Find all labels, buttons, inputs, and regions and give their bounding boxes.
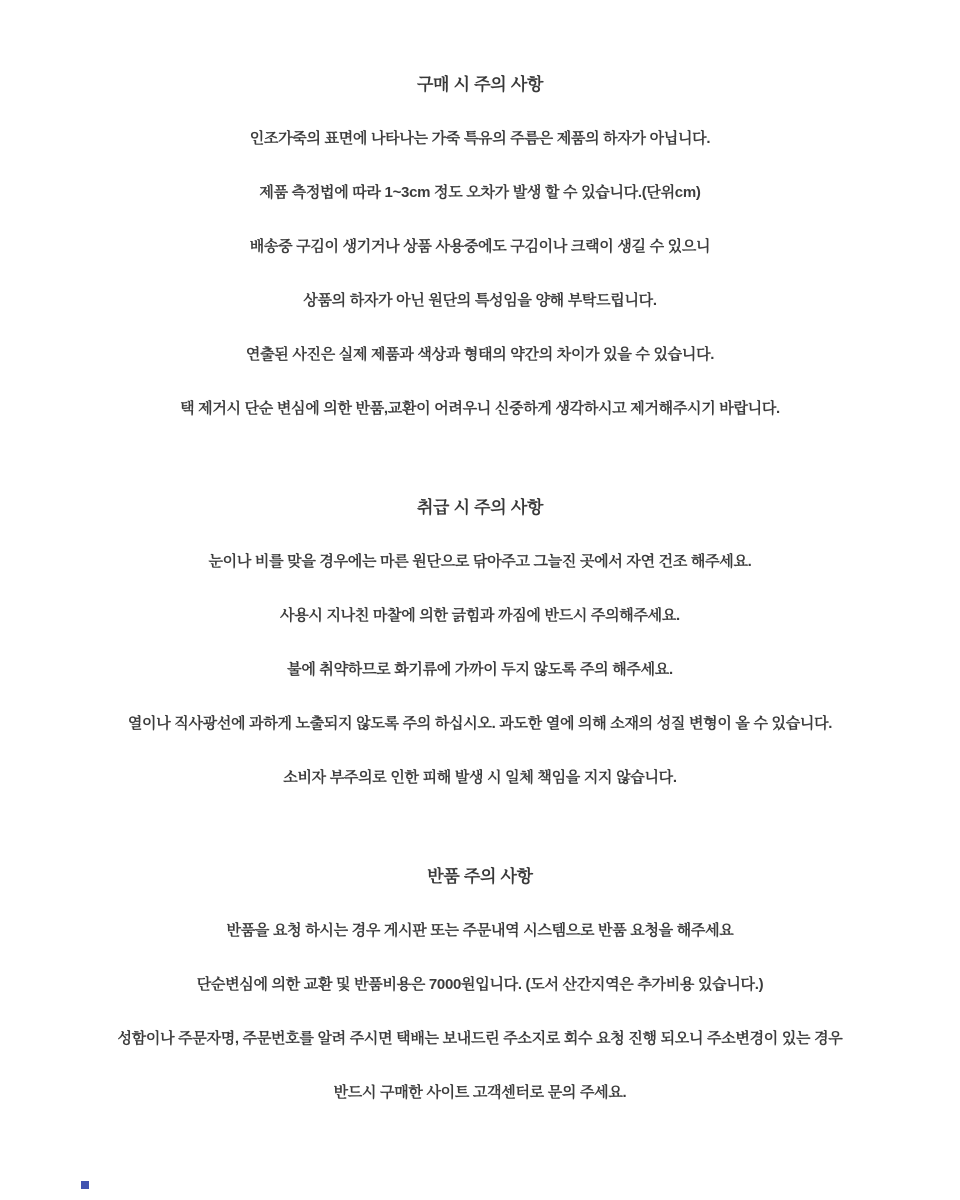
return-notice-line-3: 성함이나 주문자명, 주문번호를 알려 주시면 택배는 보내드린 주소지로 회수 요청 진행 되오니 주소변경이 있는 경우 (117, 1030, 843, 1047)
purchase-notice-line-4: 상품의 하자가 아닌 원단의 특성임을 양해 부탁드립니다. (303, 292, 657, 309)
purchase-notice-line-1: 인조가죽의 표면에 나타나는 가죽 특유의 주름은 제품의 하자가 아닙니다. (249, 130, 711, 147)
section-title-purchase: 구매 시 주의 사항 (416, 75, 544, 94)
purchase-notice-line-2: 제품 측정법에 따라 1~3cm 정도 오차가 발생 할 수 있습니다.(단위cm) (259, 184, 701, 201)
return-notice-line-2: 단순변심에 의한 교환 및 반품비용은 7000원입니다. (도서 산간지역은 추가비용 있습니다.) (196, 976, 764, 993)
purchase-notice-line-6: 택 제거시 단순 변심에 의한 반품,교환이 어려우니 신중하게 생각하시고 제거해주시기 바랍니다. (180, 400, 780, 417)
purchase-notice-section (0, 58, 960, 436)
section-title-handling: 취급 시 주의 사항 (416, 498, 544, 517)
return-notice-section (0, 850, 960, 1120)
handling-notice-line-2: 사용시 지나친 마찰에 의한 긁힘과 까짐에 반드시 주의해주세요. (280, 607, 680, 624)
purchase-notice-line-5: 연출된 사진은 실제 제품과 색상과 형태의 약간의 차이가 있을 수 있습니다. (245, 346, 715, 363)
handling-notice-line-3: 불에 취약하므로 화기류에 가까이 두지 않도록 주의 해주세요. (287, 661, 673, 678)
section-title-return: 반품 주의 사항 (427, 867, 533, 886)
handling-notice-line-4: 열이나 직사광선에 과하게 노출되지 않도록 주의 하십시오. 과도한 열에 의해 소재의 성질 변형이 올 수 있습니다. (127, 715, 833, 732)
return-notice-line-1: 반품을 요청 하시는 경우 게시판 또는 주문내역 시스템으로 반품 요청을 해주세요 (226, 922, 734, 939)
handling-notice-section (0, 481, 960, 805)
return-notice-line-4: 반드시 구매한 사이트 고객센터로 문의 주세요. (333, 1084, 627, 1101)
handling-notice-line-5: 소비자 부주의로 인한 피해 발생 시 일체 책임을 지지 않습니다. (283, 769, 677, 786)
purchase-notice-line-3: 배송중 구김이 생기거나 상품 사용중에도 구김이나 크랙이 생길 수 있으니 (249, 238, 711, 255)
blue-square-marker (81, 1181, 89, 1189)
handling-notice-line-1: 눈이나 비를 맞을 경우에는 마른 원단으로 닦아주고 그늘진 곳에서 자연 건조 해주세요. (208, 553, 752, 570)
